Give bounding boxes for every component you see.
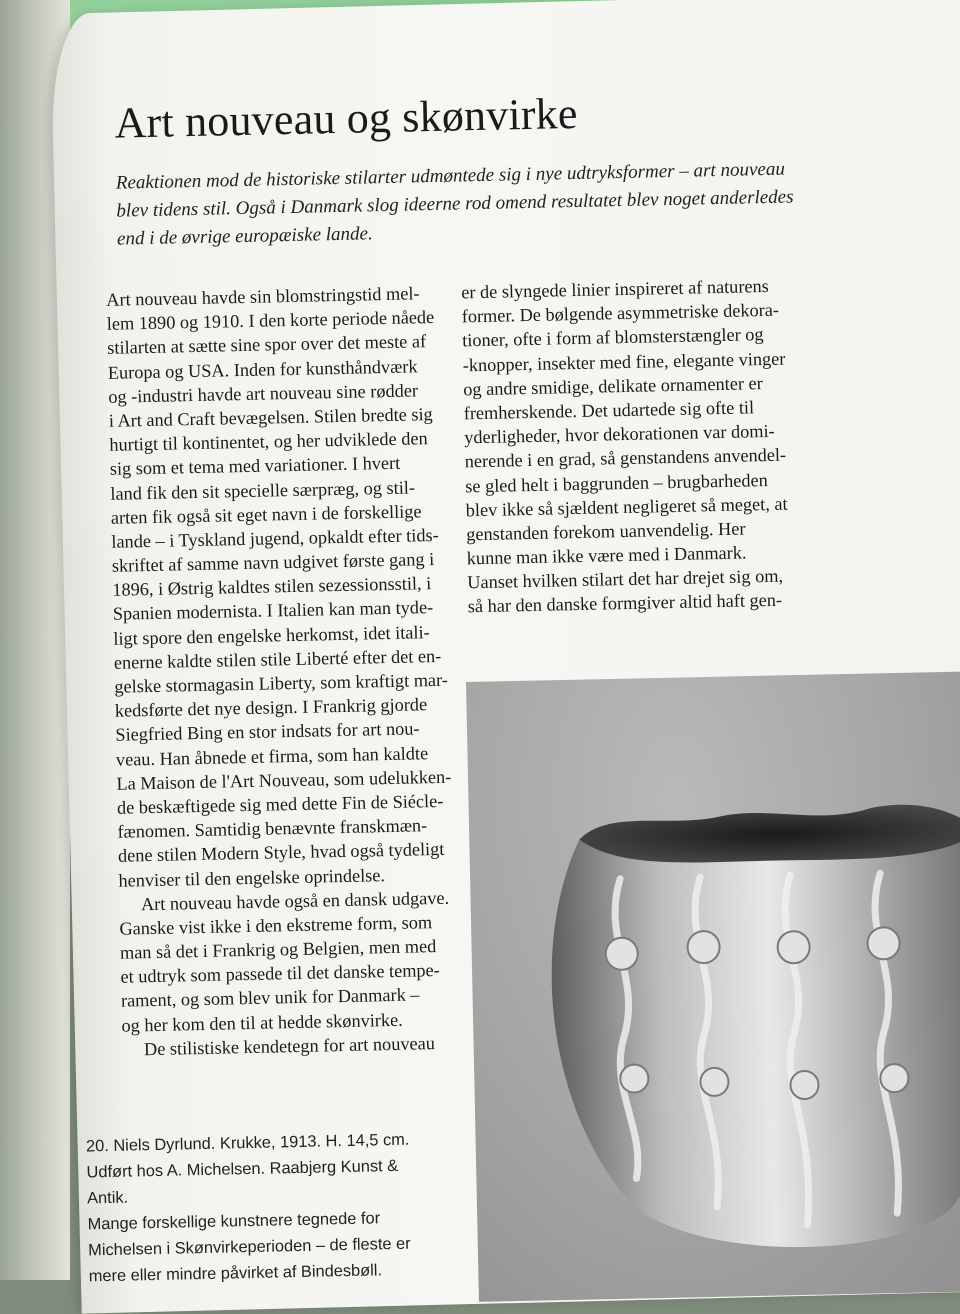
text-line: man så det i Frankrig og Belgien, men med	[119, 936, 437, 963]
text-line: og her kom den til at hedde skønvirke.	[121, 1009, 403, 1036]
text-line: lem 1890 og 1910. I den korte periode nåede	[106, 307, 435, 335]
text-line: kedsførte det nye design. I Frankrig gjorde	[114, 694, 428, 721]
text-line: -knopper, insekter med fine, elegante vinger	[462, 348, 786, 375]
text-line: fremherskende. Det udartede sig ofte til	[463, 397, 755, 424]
text-line: dene stilen Modern Style, hvad også tydeligt	[117, 839, 445, 867]
page-title: Art nouveau og skønvirke	[114, 88, 579, 148]
body-column-left	[106, 281, 457, 1062]
text-line: rament, og som blev unik for Danmark –	[120, 984, 420, 1012]
body-column-right	[461, 274, 791, 619]
text-line: sig som et tema med variationer. I hvert	[109, 453, 401, 480]
text-line: og -industri havde art nouveau sine rødder	[108, 380, 419, 407]
text-line: genstanden forekom uanvendelig. Her	[466, 518, 746, 545]
text-line: land fik den sit specielle særpræg, og stil-	[110, 476, 416, 504]
text-line: Art nouveau havde også en dansk udgave.	[140, 887, 450, 914]
text-line: ligt spore den engelske herkomst, idet itali-	[113, 621, 430, 649]
text-line: så har den danske formgiver altid haft gen-	[467, 590, 783, 617]
text-line: enerne kaldte stilen stile Liberté efter det en-	[113, 645, 442, 673]
figure-caption	[86, 1127, 413, 1290]
text-line: hurtigt til kontinentet, og her udviklede den	[109, 428, 428, 455]
text-line: i Art and Craft bevægelsen. Stilen bredte sig	[108, 403, 433, 431]
caption-line: Udført hos A. Michelsen. Raabjerg Kunst &	[86, 1156, 399, 1182]
text-line: arten fik også sit eget navn i de forskellige	[110, 500, 422, 528]
text-line: er de slyngede linier inspireret af naturens	[461, 275, 769, 303]
text-line: Spanien modernista. I Italien kan man tyde-	[112, 597, 434, 625]
text-line: lande – i Tyskland jugend, opkaldt efter tids-	[111, 524, 439, 552]
text-line: gelske stormagasin Liberty, som kraftigt mar-	[114, 669, 449, 697]
text-line: stilarten at sætte sine spor over det meste af	[107, 331, 427, 359]
caption-line: Antik.	[86, 1188, 129, 1208]
text-line: yderligheder, hvor dekorationen var domi-	[464, 420, 775, 448]
text-line: se gled helt i baggrunden – brugbarheden	[465, 469, 768, 496]
caption-line: mere eller mindre påvirket af Bindesbøll.	[88, 1261, 383, 1286]
text-line: 1896, i Østrig kaldtes stilen sezessionsstil, i	[112, 573, 432, 601]
text-line: La Maison de l'Art Nouveau, som udelukken-	[116, 766, 452, 794]
text-line: De stilistiske kendetegn for art nouveau	[143, 1032, 436, 1060]
text-line: Uanset hvilken stilart det har drejet sig om,	[467, 565, 784, 593]
text-line: og andre smidige, delikate ornamenter er	[463, 372, 763, 400]
text-line: skriftet af samme navn udgivet første gang i	[111, 549, 435, 576]
text-line: et udtryk som passede til det danske tempe-	[120, 960, 440, 987]
text-line: Siegfried Bing en stor indsats for art nou-	[115, 718, 420, 746]
lead-paragraph: Reaktionen mod de historiske stilarter udmøntede sig i nye udtryksformer – art nouveau blev tidens stil. Også i Danmark slog ideerne rod omend resultatet blev noget anderledes end i de øvrige europæiske lande.	[115, 158, 794, 250]
silver-vase-photo	[466, 671, 960, 1302]
text-line: kunne man ikke være med i Danmark.	[466, 542, 747, 569]
text-line: Art nouveau havde sin blomstringstid mel-	[106, 283, 420, 310]
text-line: fænomen. Samtidig benævnte franskmæn-	[117, 815, 428, 842]
text-line: veau. Han åbnede et firma, som han kaldte	[115, 742, 429, 770]
caption-line: 20. Niels Dyrlund. Krukke, 1913. H. 14,5 cm.	[85, 1130, 410, 1156]
vase-illustration	[466, 671, 960, 1302]
text-line: blev ikke så sjældent negligeret så meget, at	[465, 493, 788, 521]
caption-line: Michelsen i Skønvirkeperioden – de fleste er	[88, 1234, 411, 1260]
text-line: de beskæftigede sig med dette Fin de Siécle-	[116, 790, 444, 818]
text-line: Europa og USA. Inden for kunsthåndværk	[107, 355, 418, 383]
text-line: nerende i en grad, så genstandens anvendel-	[464, 444, 787, 472]
text-line: tioner, ofte i form af blomsterstængler og	[462, 324, 764, 351]
caption-line: Mange forskellige kunstnere tegnede for	[87, 1209, 381, 1234]
text-line: former. De bølgende asymmetriske dekora-	[461, 299, 780, 327]
text-line: henviser til den engelske oprindelse.	[118, 864, 386, 891]
text-line: Ganske vist ikke i den ekstreme form, som	[119, 912, 433, 939]
